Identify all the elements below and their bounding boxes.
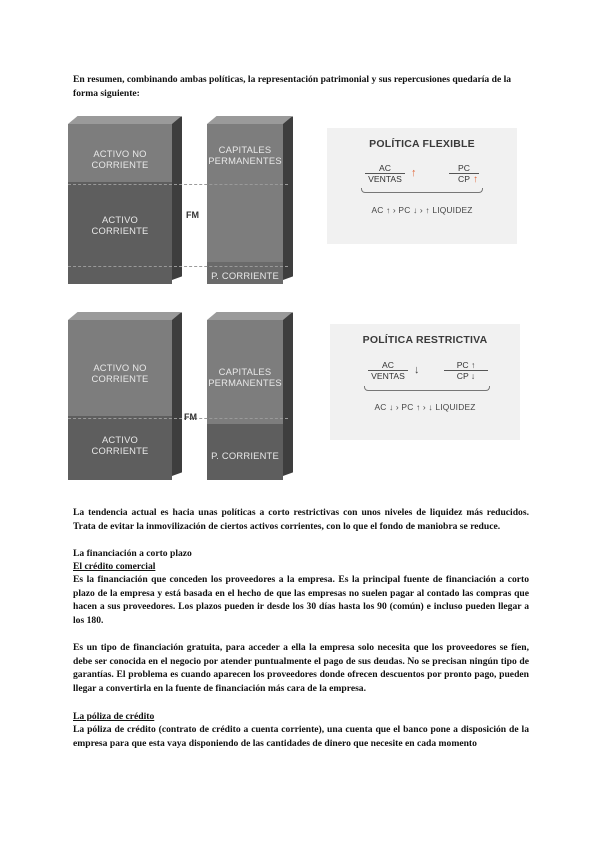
dashed-line-bottom: [68, 266, 288, 267]
label-capitales-permanentes: CAPITALES PERMANENTES: [208, 144, 282, 166]
politica-flexible-panel: [327, 128, 517, 244]
fm-label: FM: [186, 210, 199, 220]
subheading-poliza-credito: La póliza de crédito: [73, 711, 155, 722]
panel-title: POLÍTICA FLEXIBLE: [369, 138, 475, 150]
fraction-pc-cp: $\frac{PC}{CP}$: [449, 163, 479, 184]
label-p-corriente: P. CORRIENTE: [211, 270, 279, 281]
paragraph-financiacion-gratuita: Es un tipo de financiación gratuita, para acceder a ella la empresa solo necesita que los proveedores se fíen, debe ser conocida en el negocio por atender puntualmente el pago de sus deudas. No se precisan ningún tipo de garantías. El problema es cuando aparecen los proveedores donde ofrecen descuentos por pronto pago, pueden llegar a convertirla en la fuente de financiación más cara de la empresa.: [73, 642, 529, 694]
label-activo-corriente: ACTIVO CORRIENTE: [91, 214, 149, 236]
activo-block: [68, 320, 172, 480]
liquidez-formula: AC ↑ › PC ↓ › ↑ LIQUIDEZ: [371, 205, 473, 215]
balance-figure-flexible: [60, 116, 520, 286]
paragraph-credito-comercial: Es la financiación que conceden los proveedores a la empresa. Es la principal fuente de financiación a corto plazo de la empresa y está basada en el hecho de que las empresas no suelen pagar al contado las compras que hacen a sus proveedores. Los plazos pueden ir desde los 30 días hasta los 90 (común) e incluso pueden llegar a los 180.: [73, 574, 529, 626]
liquidez-formula: AC ↓ › PC ↑ › ↓ LIQUIDEZ: [374, 402, 476, 412]
label-p-corriente: P. CORRIENTE: [211, 450, 279, 461]
brace: [364, 386, 490, 391]
fraction-pc-cp: $\frac{PC ↑}{CP ↓}$: [444, 360, 488, 381]
fraction-ac-ventas: AC VENTAS: [365, 163, 405, 184]
arrow-up-icon: ↑: [411, 167, 417, 179]
pasivo-block: [207, 124, 283, 284]
activo-block: [68, 124, 172, 284]
label-capitales-permanentes: CAPITALES PERMANENTES: [208, 366, 282, 388]
trend-paragraph: La tendencia actual es hacia unas políticas a corto restrictivas con unos niveles de liquidez más reducidos. Trata de evitar la inmovilización de ciertos activos corrientes, con lo que el fondo de maniobra se reduce.: [73, 507, 529, 532]
intro-paragraph: En resumen, combinando ambas políticas, la representación patrimonial y sus repercusiones quedaría de la forma siguiente:: [73, 74, 512, 99]
fraction-ac-ventas: AC VENTAS: [368, 360, 408, 381]
arrow-up-icon: ↑: [473, 174, 478, 185]
paragraph-poliza-credito: La póliza de crédito (contrato de crédito a cuenta corriente), una cuenta que el banco pone a disposición de la empresa para que esta vaya disponiendo de las cantidades de dinero que necesite en cada momento: [73, 724, 529, 749]
dashed-line-top: [68, 184, 288, 185]
subheading-credito-comercial: El crédito comercial: [73, 561, 156, 572]
brace: [361, 188, 483, 193]
fm-label: FM: [184, 412, 197, 422]
label-activo-no-corriente: ACTIVO NO CORRIENTE: [91, 362, 149, 384]
balance-figure-restrictiva: [60, 312, 520, 484]
politica-restrictiva-panel: [330, 324, 520, 440]
pasivo-block: [207, 320, 283, 480]
panel-title: POLÍTICA RESTRICTIVA: [362, 334, 488, 346]
arrow-down-icon: ↓: [414, 364, 420, 376]
label-activo-corriente: ACTIVO CORRIENTE: [91, 434, 149, 456]
dashed-line: [68, 418, 288, 419]
section-title: La financiación a corto plazo: [73, 548, 192, 559]
label-activo-no-corriente: ACTIVO NO CORRIENTE: [91, 148, 149, 170]
